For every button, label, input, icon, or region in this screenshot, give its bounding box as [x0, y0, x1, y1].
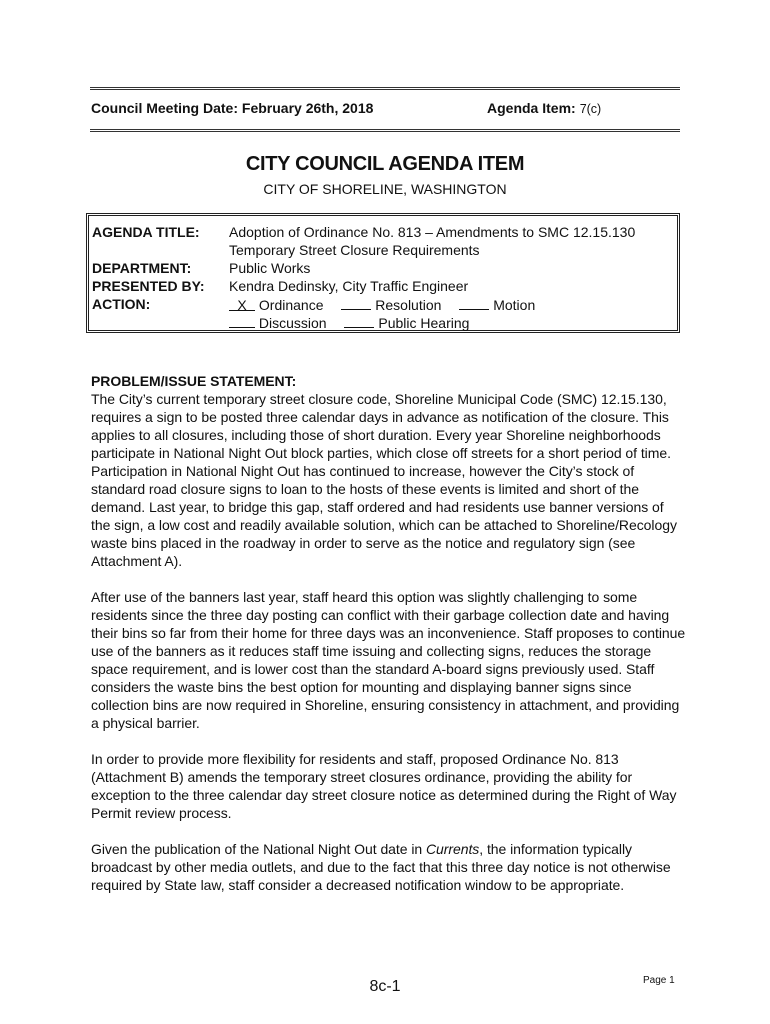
resolution-option: Resolution [375, 297, 442, 313]
agenda-title-label: AGENDA TITLE: [92, 224, 200, 240]
department-value: Public Works [229, 260, 311, 276]
discussion-option: Discussion [258, 315, 327, 331]
document-title: CITY COUNCIL AGENDA ITEM [245, 153, 525, 175]
presented-by-label: PRESENTED BY: [92, 278, 205, 294]
paragraph-4 [91, 840, 686, 894]
action-options-line1 [229, 295, 535, 314]
action-label: ACTION: [92, 296, 151, 312]
action-row [92, 295, 536, 313]
top-rule [90, 87, 680, 90]
page-number: Page 1 [643, 975, 675, 986]
ordinance-checkbox: X [229, 296, 255, 311]
paragraph-4-end: , the information typically broadcast by other media outlets, and due to the fact that this three day notice is not otherwise required by State law, staff consider a decreased notification window to be appropriate. [91, 841, 671, 893]
presented-by-row [92, 277, 469, 295]
problem-statement-section [91, 372, 686, 912]
action-row-2 [92, 313, 470, 331]
agenda-item-label: Agenda Item: [487, 100, 576, 116]
section-heading: PROBLEM/ISSUE STATEMENT: [91, 373, 297, 389]
public-hearing-option: Public Hearing [378, 315, 470, 331]
currents-publication: Currents [425, 841, 480, 857]
agenda-title-line1: Adoption of Ordinance No. 813 – Amendments to SMC 12.15.130 [229, 224, 636, 240]
department-row [92, 259, 311, 277]
paragraph-4-start: Given the publication of the National Night Out date in [91, 841, 426, 857]
motion-option: Motion [493, 297, 536, 313]
department-label: DEPARTMENT: [92, 260, 192, 276]
presented-by-value: Kendra Dedinsky, City Traffic Engineer [229, 278, 469, 294]
motion-checkbox [459, 295, 489, 310]
ordinance-option: Ordinance [258, 297, 324, 313]
agenda-title-line2: Temporary Street Closure Requirements [229, 242, 480, 258]
paragraph-3: In order to provide more flexibility for residents and staff, proposed Ordinance No. 813 (Attachment B) amends the temporary street closures ordinance, providing the ability for exception to the three calendar day street closure notice as determined during the Right of Way Permit review process. [91, 751, 677, 821]
agenda-item [487, 100, 601, 116]
document-title-block [90, 153, 680, 197]
action-options-line2 [229, 313, 469, 332]
resolution-checkbox [341, 295, 371, 310]
meeting-date: Council Meeting Date: February 26th, 2018 [91, 100, 374, 116]
discussion-checkbox [229, 313, 255, 328]
meeting-header [91, 100, 681, 116]
paragraph-2: After use of the banners last year, staff heard this option was slightly challenging to some residents since the three day posting can conflict with their garbage collection date and having their bins so far from their home for three days was an inconvenience. Staff proposes to continue use of the banners as it reduces staff time issuing and collecting signs, reduces the storage space requirement, and is lower cost than the standard A-board signs previously used. Staff considers the waste bins the best option for mounting and displaying banner signs since collection bins are now required in Shoreline, ensuring consistency in attachment, and providing a physical barrier. [91, 589, 686, 731]
public-hearing-checkbox [344, 313, 374, 328]
document-subtitle: CITY OF SHORELINE, WASHINGTON [263, 181, 507, 197]
agenda-title-row-2 [92, 241, 480, 259]
header-rule [90, 129, 680, 132]
agenda-item-value: 7(c) [579, 102, 602, 116]
paragraph-1: The City’s current temporary street closure code, Shoreline Municipal Code (SMC) 12.15.130, requires a sign to be posted three calendar days in advance as notification of the closure. This applies to all closures, including those of short duration. Every year Shoreline neighborhoods participate in National Night Out block parties, which close off streets for a short period of time. Participation in National Night Out has continued to increase, however the City’s stock of standard road closure signs to loan to the hosts of these events is limited and short of the demand. Last year, to bridge this gap, staff ordered and had residents use banner versions of the sign, a low cost and readily available solution, which can be attached to Shoreline/Recology waste bins placed in the roadway in order to serve as the notice and regulatory sign (see Attachment A). [91, 391, 677, 569]
agenda-info-box [86, 213, 680, 333]
page-code: 8c-1 [369, 978, 401, 995]
agenda-title-row [92, 223, 636, 241]
